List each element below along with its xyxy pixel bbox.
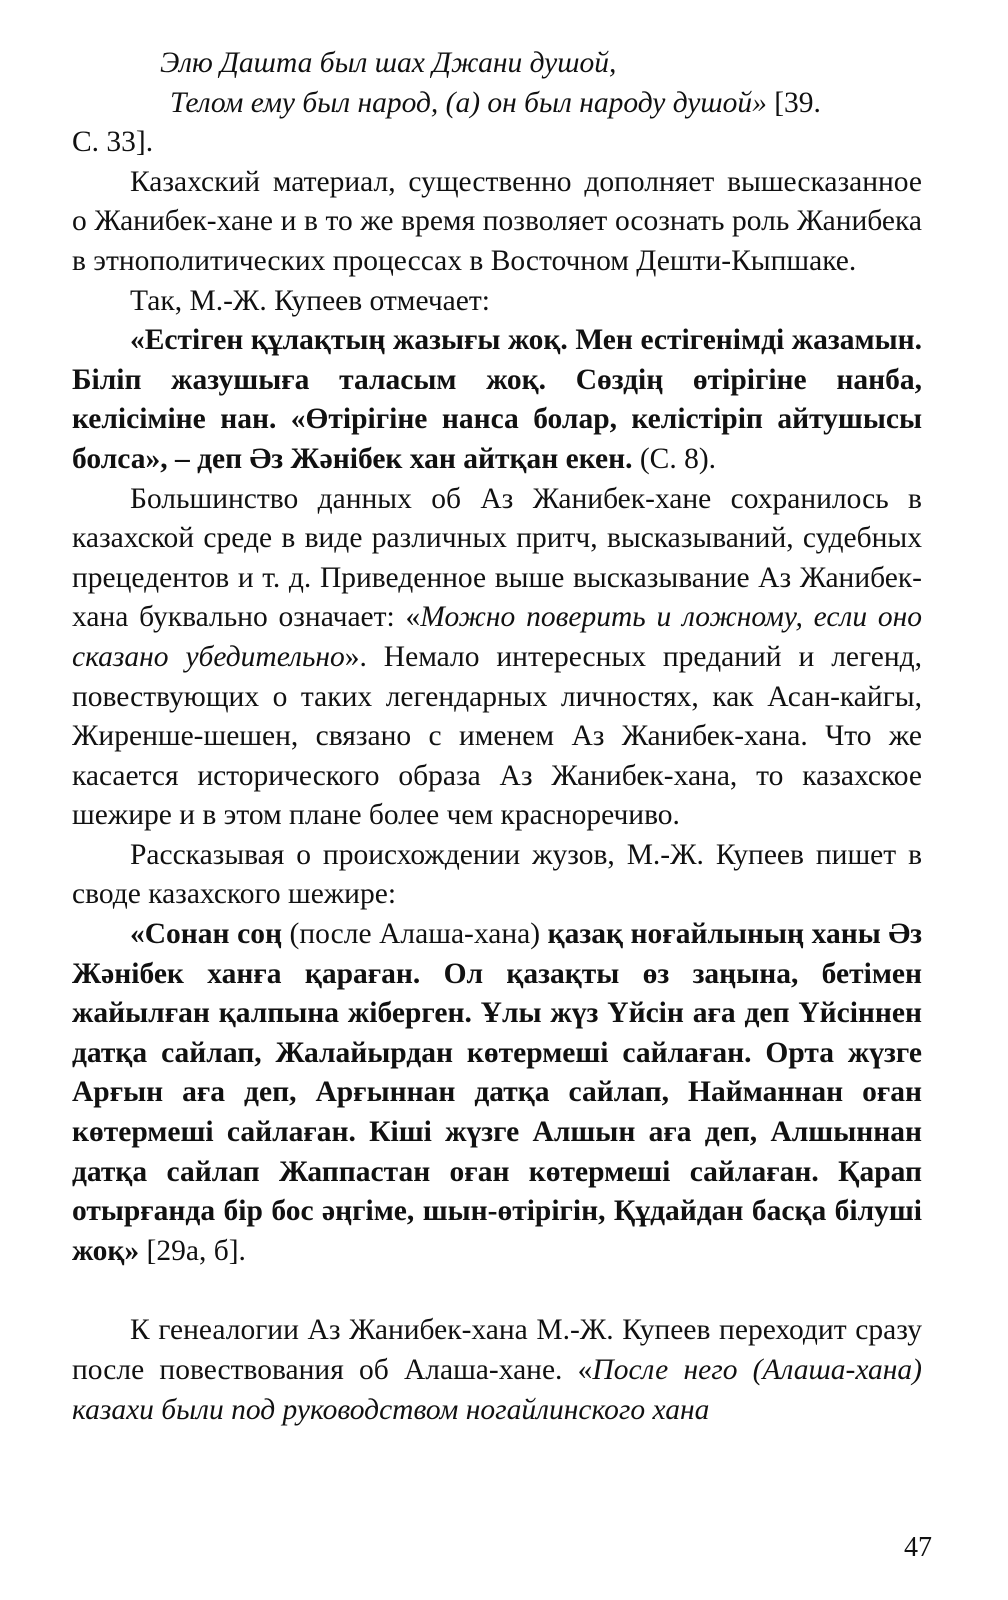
paragraph-kupeev-notes: Так, М.-Ж. Купеев отмечает: xyxy=(130,284,490,317)
page-number: 47 xyxy=(904,1532,932,1563)
quote-kazakh-2-reference: [29а, б]. xyxy=(139,1234,246,1267)
quote-kazakh-2-parenthetical: (после Алаша-хана) xyxy=(281,918,548,951)
paragraph-genealogy-italic: После него (Алаша-хана) казахи были под руководством ногайлинского хана xyxy=(72,1354,922,1426)
page-body xyxy=(72,44,922,1430)
verse-line-1: Элю Дашта был шах Джани душой, xyxy=(160,47,617,79)
paragraph-zhuz-origin: Рассказывая о происхождении жузов, М.-Ж. Купеев пишет в своде казахского шежире: xyxy=(72,838,922,911)
paragraph-kazakh-material: Казахский материал, существенно дополняет вышесказанное о Жанибек-хане и в то же время позволяет осознать роль Жанибека в этнополитических процессах в Восточном Дешти-Кыпшаке. xyxy=(72,165,922,277)
paragraph-majority-data-a: Большинство данных об Аз Жанибек-хане сохранилось в казахской среде в виде различных притч, высказываний, судебных прецедентов и т. д. Приведенное выше высказывание Аз Жанибек-хана буквально означает: « xyxy=(72,482,922,634)
quote-kazakh-1-text: «Естіген құлақтың жазығы жоқ. Мен естігенімді жазамын. Біліп жазушыға таласым жоқ. Сөздің өтірігіне нанба, келісіміне нан. «Өтірігіне нанса болар, келістіріп айтушысы болса», – деп Әз Жәнібек хан айтқан екен. xyxy=(72,324,922,475)
quote-kazakh-1 xyxy=(72,321,922,479)
verse-reference-end: С. 33]. xyxy=(72,126,154,159)
quote-kazakh-2-bold-1: «Сонан соң xyxy=(130,918,282,951)
verse-line-2-text: Телом ему был народ, (а) он был народу душой» xyxy=(170,86,767,119)
paragraph-genealogy-a: К генеалогии Аз Жанибек-хана М.-Ж. Купеев переходит сразу после повествования об Алаша-хане. « xyxy=(72,1314,922,1386)
paragraph-majority-data-italic: Можно поверить и ложному, если оно сказано убедительно xyxy=(72,601,923,673)
paragraph-majority-data xyxy=(72,480,922,836)
paragraph-genealogy xyxy=(72,1311,922,1430)
quote-kazakh-1-reference: (С. 8). xyxy=(632,442,717,475)
verse-line-2-reference: [39. xyxy=(766,86,821,119)
quote-kazakh-2 xyxy=(72,915,922,1271)
quote-kazakh-2-bold-2: қазақ ноғайлының ханы Әз Жәнібек ханға қараған. Ол қазақты өз заңына, бетімен жайылған қалпына жіберген. Ұлы жүз Үйсін аға деп Үйсіннен датқа сайлап, Жалайырдан көтермеші сайлаған. Орта жүзге Арғын аға деп, Арғыннан датқа сайлап, Найманнан оған көтермеші сайлаған. Кіші жүзге Алшын аға деп, Алшыннан датқа сайлап Жаппастан оған көтермеші сайлаған. Қарап отырғанда бір бос әңгіме, шын-өтірігін, Құдайдан басқа білуші жоқ» xyxy=(72,918,922,1267)
paragraph-majority-data-c: ». Немало интересных преданий и легенд, повествующих о таких легендарных личностях, как Асан-кайгы, Жиренше-шешен, связано с именем Аз Жанибек-хана. Что же касается исторического образа Аз Жанибек-хана, то казахское шежире и в этом плане более чем красноречиво. xyxy=(72,640,922,832)
verse-line-2 xyxy=(72,84,922,124)
paragraph-gap xyxy=(72,1271,922,1311)
